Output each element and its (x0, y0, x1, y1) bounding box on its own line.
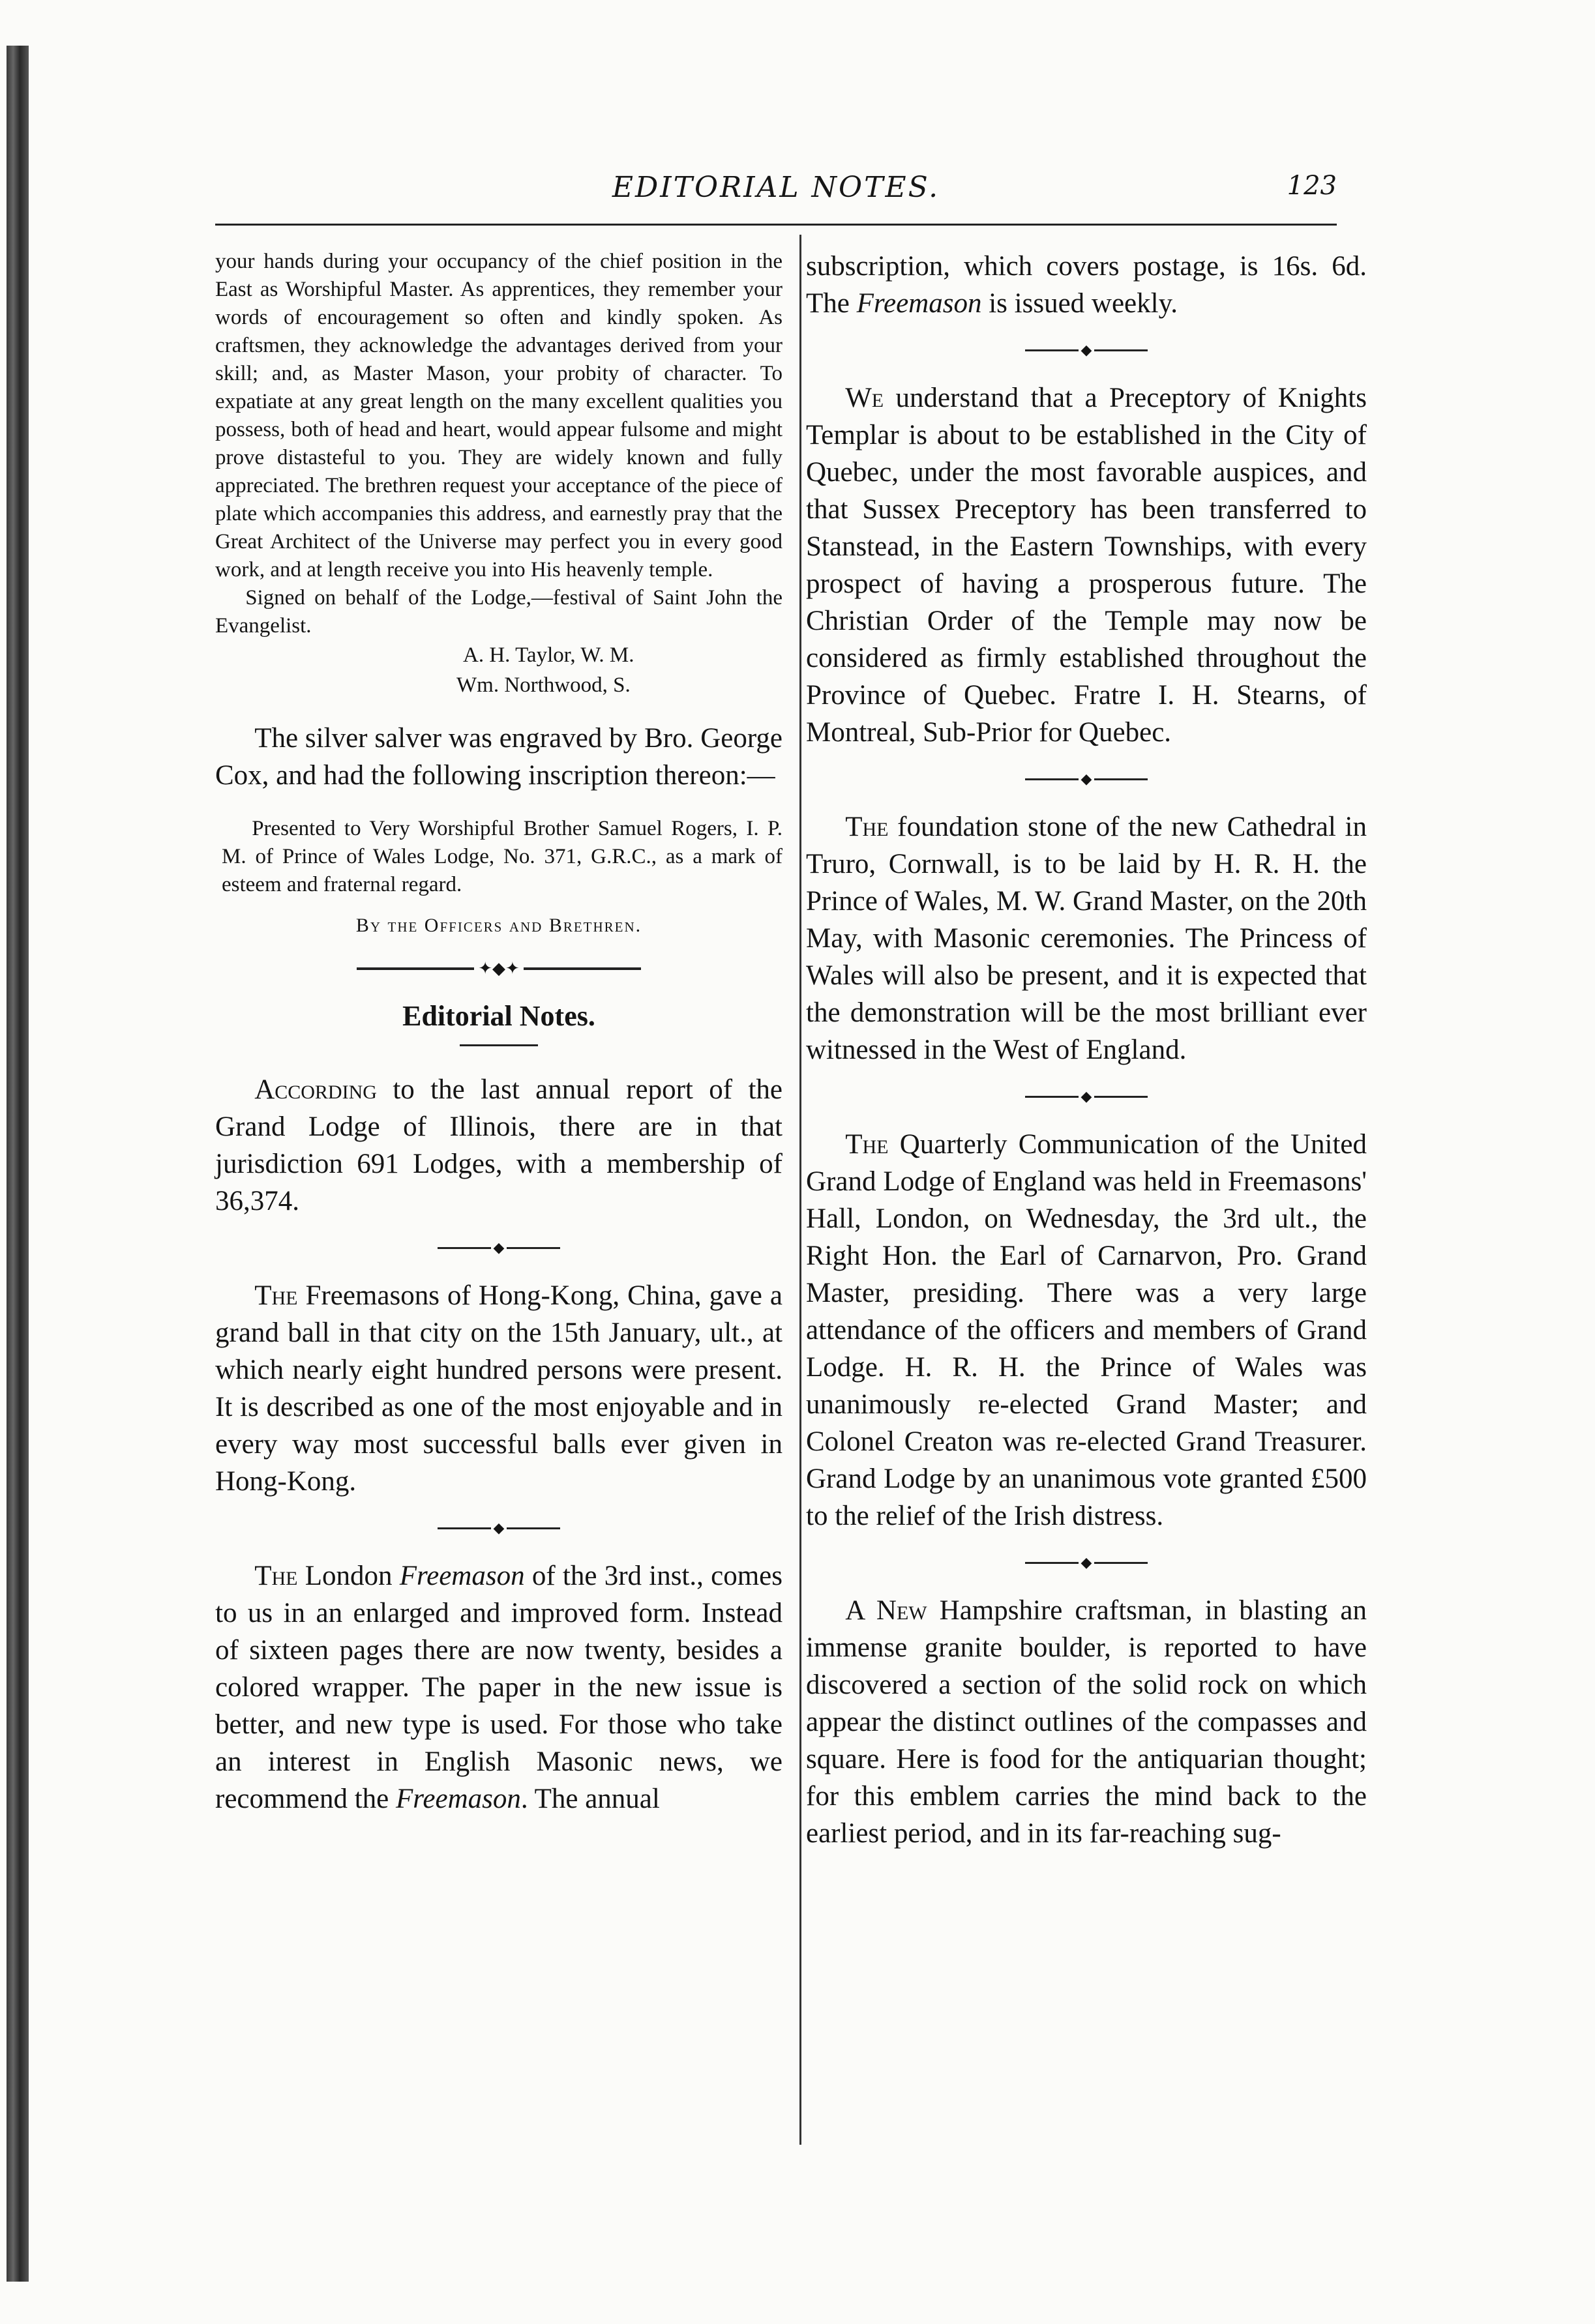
address-text: your hands during your occupancy of the chief position in the East as Worshipful Master. As apprentices, they remember your words of encouragement so often and kindly spoken. As craftsmen, they acknowledge the advantages derived from your skill; and, as Master Mason, your probity of character. To expatiate at any great length on the many excellent qualities you possess, both of head and heart, would appear fulsome and might prove distasteful to you. They are widely known and fully appreciated. The brethren request your acceptance of the piece of plate which accompanies this address, and earnestly pray that the Great Architect of the Universe may perfect you in every good work, and at length receive you into His heavenly temple. (215, 250, 783, 581)
running-head: EDITORIAL NOTES. (612, 171, 940, 204)
note-body: foundation stone of the new Cathedral in Truro, Cornwall, is to be laid by H. R. H. the Prince of Wales, M. W. Grand Master, on the 20th May, with Masonic ceremonies. The Princess of Wales will also be present, and it is expected that the demonstration will be the most brilliant ever witnessed in the West of England. (806, 812, 1367, 1065)
section-title: Editorial Notes. (402, 1000, 595, 1032)
note-body: subscription, which covers postage, is 16s. 6d. The (806, 251, 1367, 319)
note-hong-kong (215, 1277, 783, 1500)
note-quebec (806, 379, 1367, 751)
note-body: understand that a Preceptory of Knights Templar is about to be established in the City of Quebec, under the most favorable auspices, and that Sussex Preceptory has been transferred to Stanstead, in the Eastern Townships, with every prospect of having a prosperous future. The Christian Order of the Temple may now be considered as firmly established throughout the Province of Quebec. Fratre I. H. Stearns, of Montreal, Sub-Prior for Quebec. (806, 383, 1367, 748)
note-body: is issued weekly. (981, 288, 1178, 319)
page-header (215, 171, 1337, 210)
note-lead: We (845, 383, 884, 413)
continued-text (806, 248, 1367, 322)
note-lead: The (254, 1561, 298, 1591)
right-column (806, 248, 1367, 1852)
note-body: of the 3rd inst., comes to us in an enlarged and improved form. Instead of sixteen pages there are now twenty, besides a colored wrapper. The paper in the new issue is better, and new type is used. For those who take an interest in English Masonic news, we recommend the (215, 1561, 783, 1814)
signature-taylor: A. H. Taylor, W. M. (463, 643, 634, 667)
signature-northwood: Wm. Northwood, S. (456, 673, 631, 697)
note-italic: Freemason (399, 1561, 525, 1591)
note-new-hampshire (806, 1592, 1367, 1852)
book-binding-edge (7, 46, 29, 2282)
note-lead: According (254, 1074, 377, 1105)
note-lead: The (845, 1129, 889, 1160)
note-lead: The (845, 812, 889, 842)
title-rule (460, 1044, 538, 1046)
note-freemason (215, 1557, 783, 1817)
note-body: Quarterly Communication of the United Grand Lodge of England was held in Freemasons' Hall, London, on Wednesday, the 3rd ult., the Right Hon. the Earl of Carnarvon, Pro. Grand Master, presiding. There was a very large attendance of the officers and members of Grand Lodge. H. R. H. the Prince of Wales was unanimously re-elected Grand Master; and Colonel Creaton was re-elected Grand Treasurer. Grand Lodge by an unanimous vote granted £500 to the relief of the Irish distress. (806, 1129, 1367, 1531)
header-rule (215, 224, 1337, 226)
note-italic: Freemason (856, 288, 982, 319)
note-body: London (297, 1561, 400, 1591)
note-body: . The annual (520, 1784, 660, 1814)
page-number: 123 (1287, 171, 1337, 201)
note-separator: ◆ (806, 1554, 1367, 1571)
note-body: Freemasons of Hong-Kong, China, gave a grand ball in that city on the 15th January, ult., at which nearly eight hundred persons were present. It is described as one of the most enjoyable and in every way most successful balls ever given in Hong-Kong. (215, 1280, 783, 1497)
byline: By the Officers and Brethren. (355, 915, 642, 936)
signed-text: Signed on behalf of the Lodge,—festival of Saint John the Evangelist. (215, 586, 783, 638)
note-separator: ◆ (806, 771, 1367, 787)
note-illinois (215, 1071, 783, 1220)
note-lead: A (845, 1595, 876, 1626)
salver-paragraph: The silver salver was engraved by Bro. George Cox, and had the following inscription thereon:— (215, 723, 783, 791)
note-truro (806, 808, 1367, 1068)
left-column (215, 248, 783, 1817)
note-separator: ◆ (215, 1239, 783, 1256)
note-body: to the last annual report of the Grand Lodge of Illinois, there are in that jurisdiction 691 Lodges, with a membership of 36,374. (215, 1074, 783, 1216)
note-body: Hampshire craftsman, in blasting an immense granite boulder, is reported to have discovered a section of the solid rock on which appear the distinct outlines of the compasses and square. Here is food for the antiquarian thought; for this emblem carries the mind back to the earliest period, and in its far-reaching sug- (806, 1595, 1367, 1849)
column-separator (799, 235, 801, 2145)
note-separator: ◆ (806, 342, 1367, 359)
note-separator: ◆ (806, 1088, 1367, 1105)
inscription-text: Presented to Very Worshipful Brother Samuel Rogers, I. P. M. of Prince of Wales Lodge, No. 371, G.R.C., as a mark of esteem and fraternal regard. (222, 817, 783, 896)
note-italic: Freemason (396, 1784, 521, 1814)
ornament-divider: ✦◆✦ (215, 959, 783, 978)
note-separator: ◆ (215, 1520, 783, 1537)
note-grand-lodge (806, 1126, 1367, 1535)
note-lead: New (876, 1595, 927, 1626)
note-lead: The (254, 1280, 298, 1311)
